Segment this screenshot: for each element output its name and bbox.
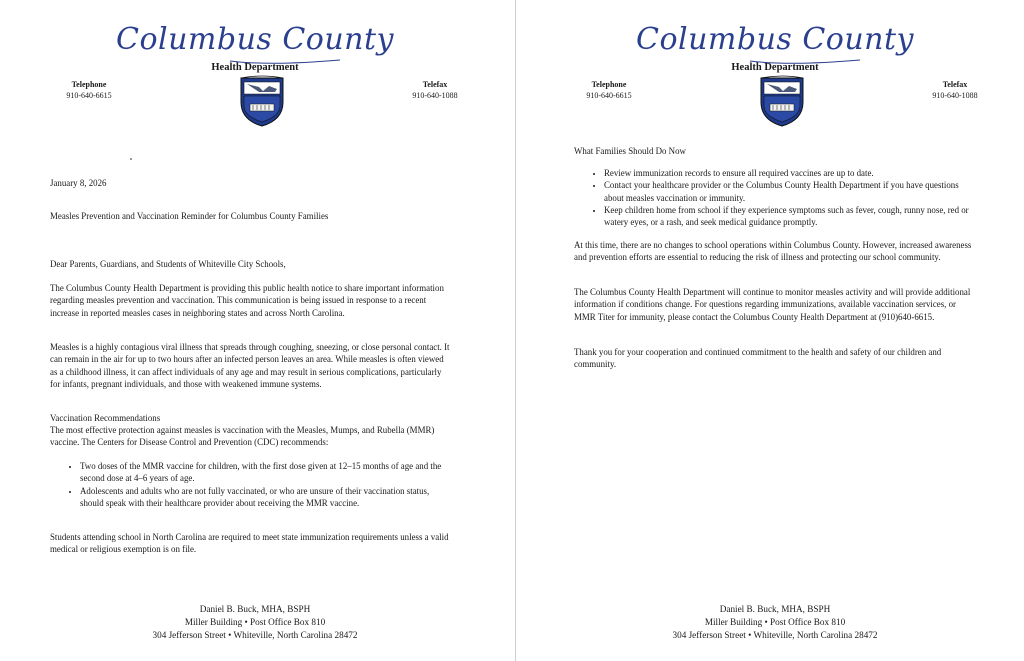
intro-paragraph: The Columbus County Health Department is providing this public health notice to share important information regarding measles prevention and vaccination. This communication is being issued in response to a recent increase in reported measles cases in neighboring states and across North Carolina. [50, 283, 444, 318]
telephone-number: 910-640-6615 [66, 91, 112, 100]
county-title: Columbus County [116, 22, 394, 57]
letter-footer [0, 603, 510, 643]
letterhead [0, 18, 510, 138]
telefax-label: Telefax [422, 80, 448, 89]
telephone-number: 910-640-6615 [586, 91, 632, 100]
county-seal-icon [239, 74, 285, 128]
telephone-label: Telephone [71, 80, 107, 89]
telefax-number: 910-640-1088 [932, 91, 978, 100]
families-heading: What Families Should Do Now [574, 146, 686, 156]
letterhead [520, 18, 1024, 138]
footer-address: 304 Jefferson Street • Whiteville, North Carolina 28472 [152, 630, 358, 641]
footer-name: Daniel B. Buck, MHA, BSPH [199, 604, 311, 614]
list-item: • Keep children home from school if they experience symptoms such as fever, cough, runny nose, red or watery eyes, or a rash, and seek medical guidance promptly. [604, 204, 974, 229]
department-name: Health Department [731, 62, 819, 73]
families-action-list [574, 167, 974, 228]
footer-building: Miller Building • Post Office Box 810 [184, 617, 326, 628]
county-title: Columbus County [636, 22, 914, 57]
school-operations-paragraph: At this time, there are no changes to school operations within Columbus County. However, increased awareness and prevention efforts are essential to reducing the risk of illness and protecting our school community. [574, 240, 972, 263]
letter-page-2 [520, 0, 1024, 661]
measles-description-paragraph: Measles is a highly contagious viral illness that spreads through coughing, sneezing, or close personal contact. It can remain in the air for up to two hours after an infected person leaves an area. While measles is often viewed as a childhood illness, it can affect individuals of any age and may result in serious complications, particularly for infants, pregnant individuals, and those with weakened immune systems. [50, 342, 450, 389]
monitoring-paragraph: The Columbus County Health Department will continue to monitor measles activity and will provide additional information if conditions change. For questions regarding immunizations, available vaccination services, or MMR Titer for immunity, please contact the Columbus County Health Department at (910)640-6615. [574, 287, 971, 322]
department-name: Health Department [211, 62, 299, 73]
page-divider [515, 0, 516, 661]
telefax-block [925, 79, 985, 101]
list-item: • Review immunization records to ensure all required vaccines are up to date. [604, 167, 974, 179]
telefax-label: Telefax [942, 80, 968, 89]
letter-subject: Measles Prevention and Vaccination Reminder for Columbus County Families [50, 211, 329, 221]
list-item: • Adolescents and adults who are not fully vaccinated, or who are unsure of their vaccination status, should speak with their healthcare provider about receiving the MMR vaccine. [80, 485, 450, 510]
list-item: • Two doses of the MMR vaccine for children, with the first dose given at 12–15 months of age and the second dose at 4–6 years of age. [80, 460, 450, 485]
letter-page-1 [0, 0, 510, 661]
list-item: • Contact your healthcare provider or the Columbus County Health Department if you have questions about measles vaccination or immunity. [604, 179, 974, 204]
footer-name: Daniel B. Buck, MHA, BSPH [719, 604, 831, 614]
telephone-block [578, 79, 640, 101]
salutation: Dear Parents, Guardians, and Students of Whiteville City Schools, [50, 259, 286, 269]
letter-footer [520, 603, 1024, 643]
scan-speck [130, 158, 132, 160]
telefax-number: 910-640-1088 [412, 91, 458, 100]
vaccination-intro: The most effective protection against measles is vaccination with the Measles, Mumps, and Rubella (MMR) vaccine. The Centers for Disease Control and Prevention (CDC) recommends: [50, 425, 435, 448]
thank-you-paragraph: Thank you for your cooperation and continued commitment to the health and safety of our children and community. [574, 347, 942, 370]
telefax-block [405, 79, 465, 101]
telephone-label: Telephone [591, 80, 627, 89]
school-requirement-paragraph: Students attending school in North Carolina are required to meet state immunization requirements unless a valid medical or religious exemption is on file. [50, 532, 449, 555]
vaccination-heading: Vaccination Recommendations [50, 413, 161, 423]
telephone-block [58, 79, 120, 101]
county-seal-icon [759, 74, 805, 128]
vaccination-list [50, 460, 450, 509]
footer-address: 304 Jefferson Street • Whiteville, North Carolina 28472 [672, 630, 878, 641]
letter-date: January 8, 2026 [50, 178, 107, 188]
footer-building: Miller Building • Post Office Box 810 [704, 617, 846, 628]
